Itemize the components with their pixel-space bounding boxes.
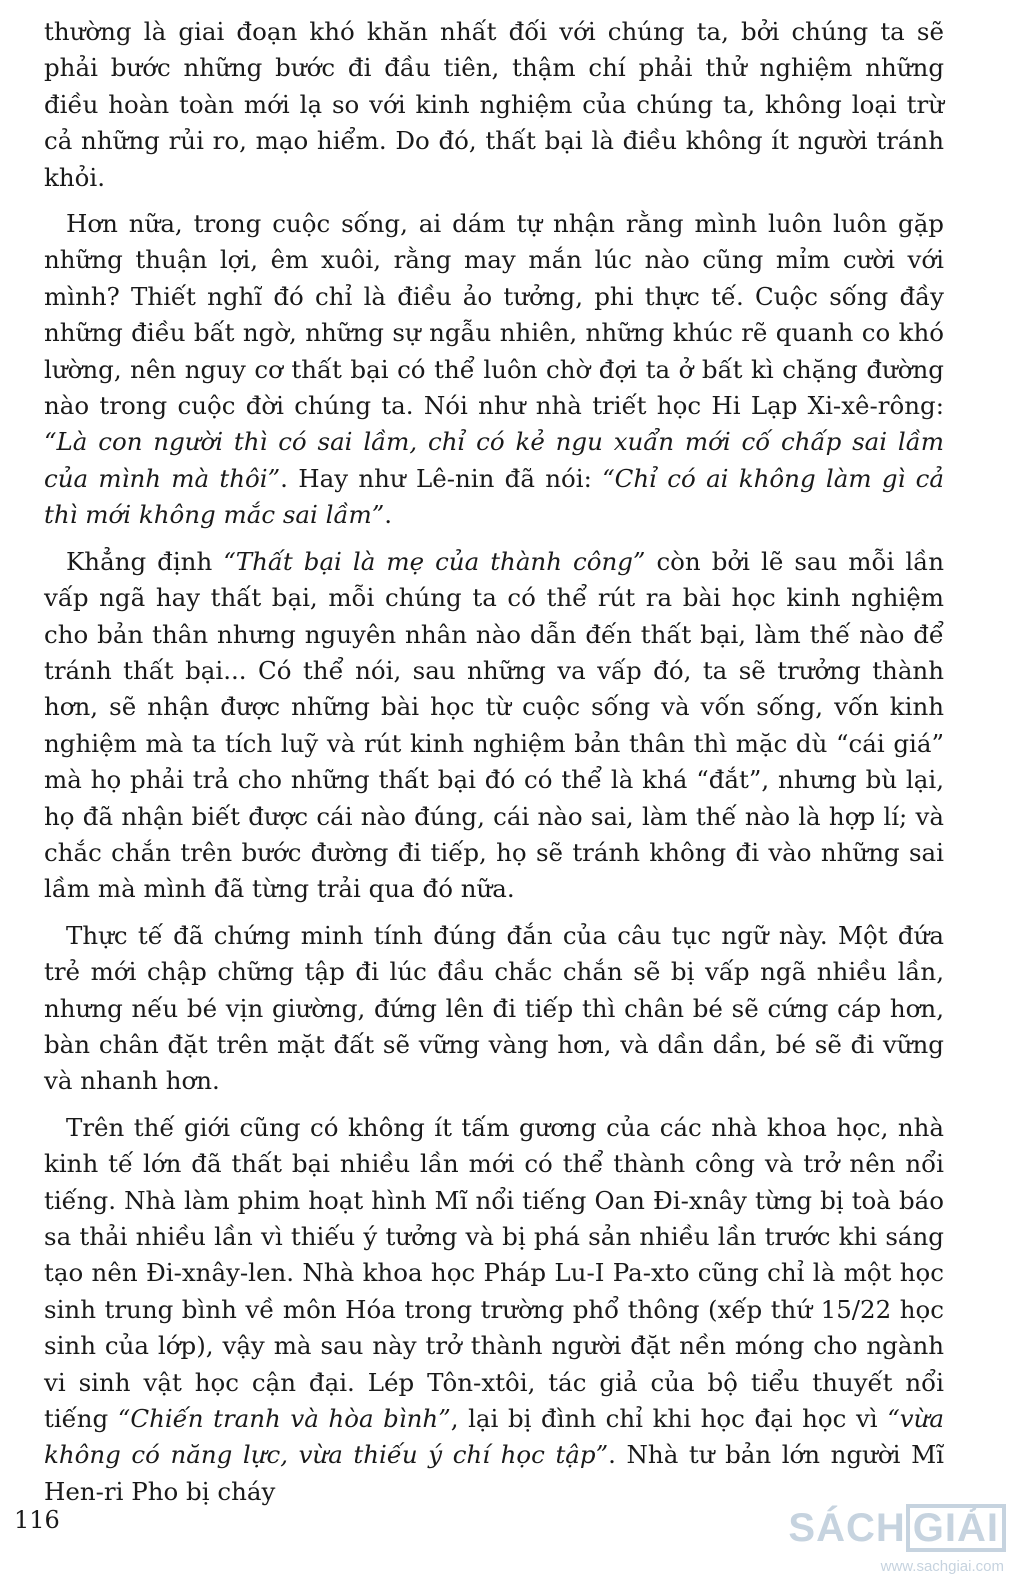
- paragraph: [44, 14, 944, 196]
- paragraph-text: .: [384, 500, 393, 530]
- paragraph-text: . Hay như Lê-nin đã nói:: [280, 463, 603, 493]
- page-number: 116: [14, 1506, 60, 1534]
- quoted-text: “Là con người thì có sai lầm, chỉ có kẻ ngu xuẩn mới cố chấp sai lầm của mình mà thôi”: [44, 427, 944, 493]
- paragraph-text: Thực tế đã chứng minh tính đúng đắn của câu tục ngữ này. Một đứa trẻ mới chập chững tập đi lúc đầu chắc chắn sẽ bị vấp ngã nhiều lần, nhưng nếu bé vịn giường, đứng lên đi tiếp thì chân bé sẽ cứng cáp hơn, bàn chân đặt trên mặt đất sẽ vững vàng hơn, và dần dần, bé sẽ đi vững và nhanh hơn.: [44, 920, 944, 1096]
- quoted-text: “Chỉ có ai không làm gì cả thì mới không mắc sai lầm”: [44, 463, 944, 530]
- paragraph: [44, 918, 944, 1100]
- paragraph: [44, 1110, 944, 1510]
- watermark-logo-left: SÁCH: [788, 1506, 906, 1550]
- paragraph: [44, 206, 944, 534]
- body-text: [44, 14, 944, 1520]
- watermark-logo: [786, 1496, 1006, 1586]
- watermark-wordmark: [788, 1504, 1006, 1552]
- paragraph-text: . Nhà tư bản lớn người Mĩ Hen-ri Pho bị cháy: [44, 1440, 944, 1506]
- quoted-text: “vừa không có năng lực, vừa thiếu ý chí học tập”: [44, 1404, 944, 1470]
- watermark-logo-box: GIẢI: [906, 1504, 1006, 1552]
- quoted-text: “Chiến tranh và hòa bình”: [117, 1404, 451, 1434]
- paragraph-text: Khẳng định: [66, 546, 224, 576]
- paragraph-text: thường là giai đoạn khó khăn nhất đối với chúng ta, bởi chúng ta sẽ phải bước những bước đi đầu tiên, thậm chí phải thử nghiệm những điều hoàn toàn mới lạ so với kinh nghiệm của chúng ta, không loại trừ cả những rủi ro, mạo hiểm. Do đó, thất bại là điều không ít người tránh khỏi.: [44, 17, 944, 192]
- paragraph-text: Hơn nữa, trong cuộc sống, ai dám tự nhận rằng mình luôn luôn gặp những thuận lợi, êm xuôi, rằng may mắn lúc nào cũng mỉm cười với mình? Thiết nghĩ đó chỉ là điều ảo tưởng, phi thực tế. Cuộc sống đầy những điều bất ngờ, những sự ngẫu nhiên, những khúc rẽ quanh co khó lường, nên nguy cơ thất bại có thể luôn chờ đợi ta ở bất kì chặng đường nào trong cuộc đời chúng ta. Nói như nhà triết học Hi Lạp Xi-xê-rông:: [44, 209, 944, 421]
- paragraph-text: , lại bị đình chỉ khi học đại học vì: [450, 1404, 888, 1434]
- paragraph-text: còn bởi lẽ sau mỗi lần vấp ngã hay thất bại, mỗi chúng ta có thể rút ra bài học kinh nghiệm cho bản thân nhưng nguyên nhân nào dẫn đến thất bại, làm thế nào để tránh thất bại... Có thể nói, sau những va vấp đó, ta sẽ trưởng thành hơn, sẽ nhận được những bài học từ cuộc sống và vốn sống, vốn kinh nghiệm mà ta tích luỹ và rút kinh nghiệm bản thân thì mặc dù “cái giá” mà họ phải trả cho những thất bại đó có thể là khá “đắt”, nhưng bù lại, họ đã nhận biết được cái nào đúng, cái nào sai, làm thế nào là hợp lí; và chắc chắn trên bước đường đi tiếp, họ sẽ tránh không đi vào những sai lầm mà mình đã từng trải qua đó nữa.: [44, 546, 944, 904]
- paragraph-text: Trên thế giới cũng có không ít tấm gương của các nhà khoa học, nhà kinh tế lớn đã thất bại nhiều lần mới có thể thành công và trở nên nổi tiếng. Nhà làm phim hoạt hình Mĩ nổi tiếng Oan Đi-xnây từng bị toà báo sa thải nhiều lần vì thiếu ý tưởng và bị phá sản nhiều lần trước khi sáng tạo nên Đi-xnây-len. Nhà khoa học Pháp Lu-I Pa-xto cũng chỉ là một học sinh trung bình về môn Hóa trong trường phổ thông (xếp thứ 15/22 học sinh của lớp), vậy mà sau này trở thành người đặt nền móng cho ngành vi sinh vật học cận đại. Lép Tôn-xtôi, tác giả của bộ tiểu thuyết nổi tiếng: [44, 1112, 944, 1434]
- quoted-text: “Thất bại là mẹ của thành công”: [223, 546, 646, 576]
- paragraph: [44, 544, 944, 908]
- watermark-url: www.sachgiai.com: [880, 1558, 1004, 1575]
